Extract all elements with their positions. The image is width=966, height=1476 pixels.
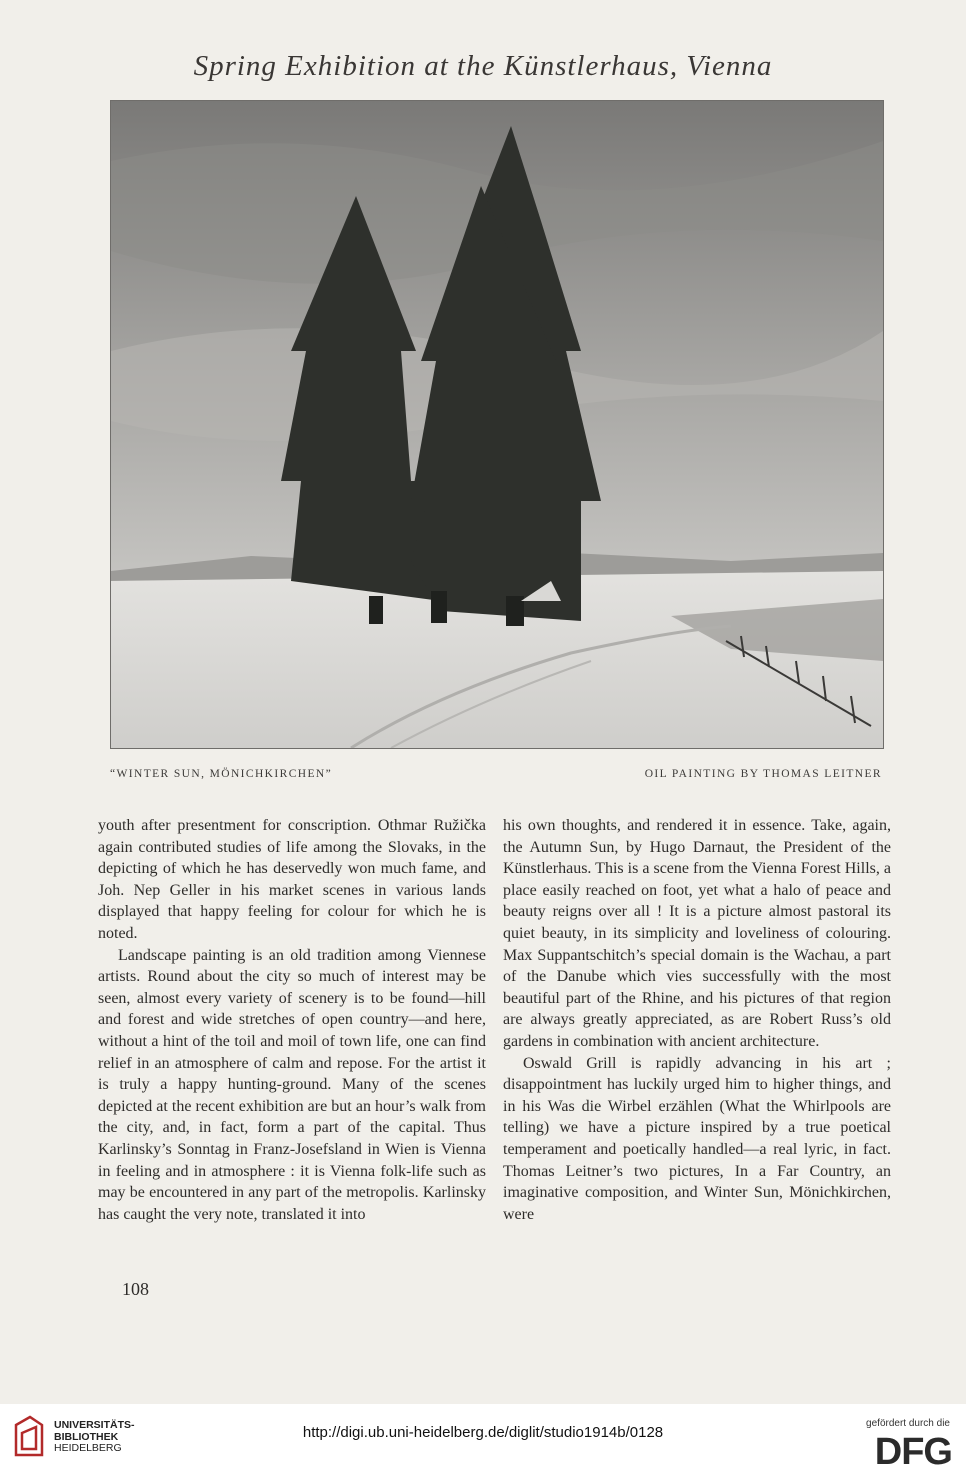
right-text-column <box>503 815 891 1225</box>
plate-caption-credit: OIL PAINTING BY THOMAS LEITNER <box>644 768 882 780</box>
plate-caption-title: “WINTER SUN, MÖNICHKIRCHEN” <box>110 768 333 780</box>
page-number: 108 <box>122 1279 149 1299</box>
sponsor-label: gefördert durch die <box>866 1418 950 1429</box>
paragraph: Oswald Grill is rapidly advancing in his art ; disappointment has luckily urged him to higher things, and in his Was die Wirbel erzählen (What the Whirlpools are telling) we have a picture inspired by a true poetical temperament and poetically handled—a real lyric, in fact. Thomas Leitner’s two pictures, In a Far Country, an imaginative composition, and Winter Sun, Mönichkirchen, were <box>503 1054 891 1223</box>
library-name-line: HEIDELBERG <box>54 1442 122 1454</box>
paragraph: youth after presentment for conscription. Othmar Ružička again contributed studies of life among the Slovaks, in the depicting of which he has deservedly won much fame, and Joh. Nep Geller in his market scenes in various lands displayed that happy feeling for colour for which he is noted. <box>98 817 486 942</box>
paragraph: his own thoughts, and rendered it in essence. Take, again, the Autumn Sun, by Hugo Darnaut, the President of the Künstlerhaus. This is a scene from the Vienna Forest Hills, a place easily reached on foot, yet what a halo of peace and beauty reigns over all ! It is a picture almost pastoral its quiet beauty, in its simplicity and loveliness of colouring. Max Suppantschitch’s special domain is the Wachau, a part of the Danube which vies successfully with the most beautiful part of the Rhine, and his pictures of that region are always greatly appreciated, as are Robert Russ’s old gardens in combination with ancient architecture. <box>503 817 891 1050</box>
left-text-column <box>98 815 486 1225</box>
permalink-url[interactable]: http://digi.ub.uni-heidelberg.de/diglit/studio1914b/0128 <box>302 1424 664 1441</box>
library-name-line: UNIVERSITÄTS- <box>54 1419 135 1431</box>
library-name-line: BIBLIOTHEK <box>54 1430 119 1443</box>
painting-plate <box>110 100 884 749</box>
winter-sun-painting <box>111 101 883 748</box>
running-title: Spring Exhibition at the Künstlerhaus, Vienna <box>193 50 773 82</box>
paragraph: Landscape painting is an old tradition among Viennese artists. Round about the city so much of interest may be seen, almost every variety of scenery is to be found—hill and forest and wide stretches of open country—and here, without a hint of the toil and moil of town life, one can find relief in an atmosphere of calm and repose. For the artist it is truly a happy hunting-ground. Many of the scenes depicted at the recent exhibition are but an hour’s walk from the city, and, in fact, form a part of the capital. Thus Karlinsky’s Sonntag in Franz-Josefsland in Wien is Vienna in feeling and in atmosphere : it is Vienna folk-life such as may be encountered in any part of the metropolis. Karlinsky has caught the very note, translated it into <box>98 946 486 1223</box>
dfg-logo-icon: DFG <box>874 1431 952 1473</box>
